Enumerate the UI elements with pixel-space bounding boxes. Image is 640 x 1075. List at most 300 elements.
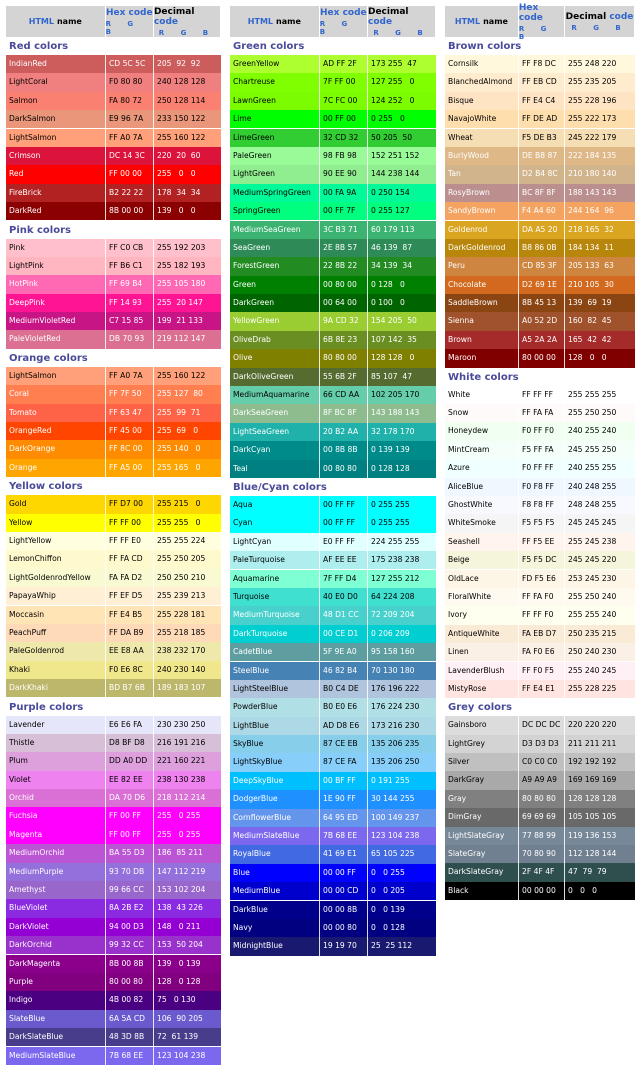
color-name-cell: DarkKhaki (6, 679, 106, 697)
color-row (445, 239, 635, 257)
color-row (445, 459, 635, 477)
hex-code-cell: F0 FF F0 (519, 422, 565, 440)
color-row (6, 863, 221, 881)
color-name-cell: OldLace (445, 570, 519, 588)
color-row (445, 73, 635, 91)
color-name-cell: Gainsboro (445, 716, 519, 734)
hex-code-cell: 6A 5A CD (106, 1010, 154, 1028)
hex-code-cell: 00 CE D1 (320, 625, 368, 643)
decimal-code-cell: 245 222 179 (568, 132, 617, 142)
column-header (6, 6, 221, 37)
hex-code-cell: 00 FF FF (320, 496, 368, 514)
color-row (6, 55, 221, 73)
color-name-cell: Snow (445, 404, 519, 422)
decimal-code-label (368, 7, 435, 27)
color-name-cell: MediumAquamarine (230, 386, 320, 404)
html-name-header (6, 6, 106, 37)
color-name-cell: BlanchedAlmond (445, 73, 519, 91)
decimal-code-cell: 123 104 238 (371, 831, 420, 841)
color-row (445, 110, 635, 128)
decimal-code-cell: 255 239 213 (157, 591, 206, 601)
hex-code-cell: 00 FF 00 (320, 110, 368, 128)
hex-code-cell: F8 F8 FF (519, 496, 565, 514)
color-row (6, 587, 221, 605)
decimal-code-cell: 135 206 235 (371, 739, 420, 749)
color-row (445, 147, 635, 165)
decimal-code-cell: 173 255 47 (371, 59, 417, 68)
hex-code-cell: F5 DE B3 (519, 129, 565, 147)
decimal-code-cell: 210 180 140 (568, 169, 617, 179)
hex-code-cell: 7C FC 00 (320, 92, 368, 110)
color-name-cell: Linen (445, 643, 519, 661)
hex-code-cell: FA FA D2 (106, 569, 154, 587)
hex-code-cell: 80 80 00 (320, 349, 368, 367)
color-name-cell: Teal (230, 460, 320, 478)
color-row (230, 919, 436, 937)
color-row (6, 642, 221, 660)
color-row (445, 276, 635, 294)
color-name-cell: Wheat (445, 129, 519, 147)
color-name-cell: Amethyst (6, 881, 106, 899)
decimal-code-cell: 135 206 250 (371, 757, 420, 767)
decimal-code-cell: 32 178 170 (371, 426, 415, 436)
hex-code-cell: B0 E0 E6 (320, 698, 368, 716)
hex-code-cell: FF 63 47 (106, 404, 154, 422)
decimal-code-cell: 147 112 219 (157, 866, 206, 876)
hex-code-cell: 00 00 CD (320, 882, 368, 900)
hex-code-cell: 00 00 80 (320, 919, 368, 937)
color-row (230, 294, 436, 312)
color-row (230, 882, 436, 900)
color-name-cell: LightSalmon (6, 129, 106, 147)
decimal-code-cell: 50 205 50 (371, 132, 413, 142)
color-row (230, 331, 436, 349)
color-row (6, 294, 221, 312)
color-row (6, 826, 221, 844)
hex-code-cell: 87 CE EB (320, 735, 368, 753)
hex-code-cell: FF F5 EE (519, 533, 565, 551)
color-name-cell: MediumVioletRed (6, 312, 106, 330)
decimal-code-cell: 250 240 230 (568, 647, 617, 657)
color-row (6, 716, 221, 734)
color-name-cell: DarkSeaGreen (230, 404, 320, 422)
color-row (445, 863, 635, 881)
color-name-cell: PapayaWhip (6, 587, 106, 605)
color-row (230, 662, 436, 680)
decimal-code-cell: 255 0 255 (157, 829, 201, 839)
color-row (445, 441, 635, 459)
hex-code-cell: FF FF F0 (519, 606, 565, 624)
color-name-cell: LightSalmon (6, 367, 106, 385)
hex-code-cell: FF 14 93 (106, 294, 154, 312)
color-name-cell: MintCream (445, 441, 519, 459)
hex-code-cell: BA 55 D3 (106, 844, 154, 862)
color-name-cell: SteelBlue (230, 662, 320, 680)
decimal-code-cell: 128 128 128 (568, 793, 617, 803)
decimal-code-label (566, 12, 634, 22)
color-table-column-1 (6, 6, 221, 1065)
decimal-code-cell: 127 255 0 (371, 77, 415, 87)
hex-code-cell: 00 80 00 (320, 276, 368, 294)
color-row (445, 533, 635, 551)
decimal-code-cell: 255 105 180 (157, 279, 206, 289)
hex-code-cell: 32 CD 32 (320, 129, 368, 147)
decimal-code-cell: 255 250 205 (157, 554, 206, 564)
color-row (445, 496, 635, 514)
color-row (230, 386, 436, 404)
hex-code-cell: FA 80 72 (106, 92, 154, 110)
color-name-cell: LightGoldenrodYellow (6, 569, 106, 587)
color-row (445, 588, 635, 606)
color-row (445, 312, 635, 330)
decimal-code-cell: 255 228 181 (157, 609, 206, 619)
color-name-cell: LemonChiffon (6, 550, 106, 568)
decimal-code-cell: 124 252 0 (371, 95, 415, 105)
color-name-cell: BlueViolet (6, 899, 106, 917)
color-name-cell: LimeGreen (230, 129, 320, 147)
color-row (230, 110, 436, 128)
hex-rgb-label: R G B (319, 19, 355, 36)
decimal-code-cell: 240 128 128 (157, 77, 206, 87)
html-name-header (445, 6, 519, 37)
color-row (230, 533, 436, 551)
decimal-code-cell: 148 0 211 (157, 921, 201, 931)
hex-code-cell: 20 B2 AA (320, 423, 368, 441)
decimal-code-cell: 25 25 112 (371, 941, 413, 951)
color-row (6, 440, 221, 458)
color-name-cell: LightSkyBlue (230, 753, 320, 771)
decimal-code-cell: 128 0 128 (157, 976, 201, 986)
color-row (230, 514, 436, 532)
color-row (6, 624, 221, 642)
decimal-code-cell: 72 209 204 (371, 610, 415, 620)
color-row (445, 478, 635, 496)
color-row (230, 496, 436, 514)
color-row (445, 735, 635, 753)
color-row (445, 753, 635, 771)
decimal-code-cell: 0 255 127 (371, 206, 410, 216)
decimal-code-cell: 0 0 0 (568, 885, 597, 895)
color-name-cell: Purple (6, 973, 106, 991)
decimal-code-cell: 240 230 140 (157, 664, 206, 674)
color-name-cell: DarkMagenta (6, 955, 106, 973)
decimal-code-cell: 100 149 237 (371, 812, 420, 822)
color-name-cell: Lavender (6, 716, 106, 734)
color-name-cell: MediumSeaGreen (230, 221, 320, 239)
hex-code-cell: 00 00 8B (320, 901, 368, 919)
decimal-code-cell: 0 0 128 (371, 922, 405, 932)
color-row (445, 165, 635, 183)
hex-code-cell: 8F BC 8F (320, 404, 368, 422)
color-row (445, 221, 635, 239)
color-row (6, 147, 221, 165)
color-row (445, 349, 635, 367)
decimal-code-cell: 176 196 222 (371, 683, 420, 693)
color-row (445, 331, 635, 349)
color-name-cell: GhostWhite (445, 496, 519, 514)
color-row (6, 918, 221, 936)
color-row (6, 991, 221, 1009)
color-name-cell: Tomato (6, 404, 106, 422)
hex-code-cell: C7 15 85 (106, 312, 154, 330)
color-row (6, 973, 221, 991)
color-row (6, 514, 221, 532)
decimal-code-cell: 64 224 208 (371, 591, 415, 601)
hex-code-cell: D8 BF D8 (106, 734, 154, 752)
decimal-code-cell: 221 160 221 (157, 756, 206, 766)
hex-code-cell: 2F 4F 4F (519, 863, 565, 881)
decimal-code-cell: 192 192 192 (568, 757, 617, 767)
color-row (6, 734, 221, 752)
html-name-header (230, 6, 320, 37)
hex-code-cell: FF 00 FF (106, 826, 154, 844)
decimal-code-cell: 0 0 205 (371, 886, 405, 896)
decimal-code-cell: 138 43 226 (157, 903, 203, 913)
hex-code-cell: FF 00 FF (106, 807, 154, 825)
color-row (6, 312, 221, 330)
decimal-code-cell: 154 205 50 (371, 316, 417, 326)
decimal-code-cell: 255 222 173 (568, 114, 617, 124)
decimal-code-cell: 152 251 152 (371, 150, 420, 160)
color-name-cell: DarkGray (445, 771, 519, 789)
color-name-cell: NavajoWhite (445, 110, 519, 128)
decimal-code-cell: 245 245 220 (568, 555, 617, 565)
decimal-code-cell: 188 143 143 (568, 187, 617, 197)
hex-code-cell: 99 32 CC (106, 936, 154, 954)
color-row (445, 771, 635, 789)
decimal-code-cell: 255 127 80 (157, 389, 203, 399)
hex-code-header (106, 6, 154, 37)
color-row (230, 368, 436, 386)
hex-code-cell: 00 FF 7F (320, 202, 368, 220)
color-name-cell: LightCyan (230, 533, 320, 551)
decimal-code-cell: 153 50 204 (157, 940, 203, 950)
color-row (230, 625, 436, 643)
color-row (6, 899, 221, 917)
decimal-code-cell: 255 192 203 (157, 242, 206, 252)
decimal-code-cell: 205 92 92 (157, 59, 201, 68)
color-name-cell: Violet (6, 771, 106, 789)
hex-code-cell: FF DE AD (519, 110, 565, 128)
hex-code-cell: FF EB CD (519, 73, 565, 91)
color-row (445, 551, 635, 569)
decimal-code-cell: 127 255 212 (371, 573, 420, 583)
color-row (445, 257, 635, 275)
color-name-cell: DimGray (445, 808, 519, 826)
decimal-code-cell: 255 20 147 (157, 297, 203, 307)
decimal-code-cell: 105 105 105 (568, 812, 617, 822)
color-row (6, 422, 221, 440)
color-row (230, 73, 436, 91)
hex-code-cell: F4 A4 60 (519, 202, 565, 220)
color-row (6, 202, 221, 220)
color-row (230, 349, 436, 367)
decimal-code-cell: 128 128 0 (371, 353, 415, 363)
decimal-code-cell: 224 255 255 (371, 536, 420, 546)
color-name-cell: Black (445, 882, 519, 900)
color-name-cell: AliceBlue (445, 478, 519, 496)
color-name-cell: PaleTurquoise (230, 551, 320, 569)
color-row (445, 790, 635, 808)
decimal-label-decimal: Decimal (367, 6, 409, 17)
color-name-cell: Khaki (6, 661, 106, 679)
decimal-code-cell: 255 228 225 (568, 683, 617, 693)
color-name-cell: Bisque (445, 92, 519, 110)
color-row (6, 844, 221, 862)
color-row (230, 790, 436, 808)
section-title: White colors (445, 368, 635, 386)
decimal-code-cell: 220 20 60 (157, 150, 201, 160)
decimal-code-cell: 184 134 11 (568, 242, 614, 252)
decimal-code-label (154, 7, 220, 27)
color-row (6, 367, 221, 385)
color-name-cell: MediumPurple (6, 863, 106, 881)
color-name-cell: DarkTurquoise (230, 625, 320, 643)
hex-code-cell: 7F FF 00 (320, 73, 368, 91)
color-row (230, 165, 436, 183)
color-row (445, 129, 635, 147)
color-name-cell: LightSeaGreen (230, 423, 320, 441)
hex-code-cell: 22 8B 22 (320, 257, 368, 275)
color-name-cell: IndianRed (6, 55, 106, 73)
decimal-code-cell: 255 160 122 (157, 132, 206, 142)
section-title: Blue/Cyan colors (230, 478, 436, 496)
hex-code-cell: FA F0 E6 (519, 643, 565, 661)
color-name-cell: MediumBlue (230, 882, 320, 900)
color-name-cell: Olive (230, 349, 320, 367)
color-row (445, 827, 635, 845)
decimal-label-decimal: Decimal (565, 11, 607, 22)
color-row (230, 901, 436, 919)
decimal-code-cell: 244 164 96 (568, 206, 614, 216)
decimal-code-cell: 0 206 209 (371, 628, 410, 638)
decimal-code-cell: 255 165 0 (157, 462, 201, 472)
color-row (230, 276, 436, 294)
hex-code-cell: FA EB D7 (519, 625, 565, 643)
color-name-cell: Magenta (6, 826, 106, 844)
color-row (230, 423, 436, 441)
hex-code-cell: 41 69 E1 (320, 845, 368, 863)
hex-code-cell: 69 69 69 (519, 808, 565, 826)
hex-code-cell: 8B 00 00 (106, 202, 154, 220)
hex-code-header (518, 2, 565, 41)
decimal-code-cell: 0 0 255 (371, 867, 405, 877)
decimal-code-cell: 255 0 255 (157, 811, 201, 821)
hex-code-cell: FF A5 00 (106, 459, 154, 477)
color-row (230, 239, 436, 257)
color-row (445, 680, 635, 698)
color-name-cell: MediumOrchid (6, 844, 106, 862)
decimal-code-cell: 95 158 160 (371, 647, 415, 657)
decimal-code-header (565, 6, 635, 37)
html-name-label-name: name (56, 17, 82, 26)
color-name-cell: PaleGoldenrod (6, 642, 106, 660)
decimal-code-cell: 0 255 255 (371, 499, 410, 509)
decimal-rgb-label: R G B (158, 28, 216, 37)
decimal-code-cell: 255 215 0 (157, 499, 201, 509)
decimal-code-cell: 46 139 87 (371, 242, 413, 252)
hex-code-cell: FF FF E0 (106, 532, 154, 550)
color-name-cell: Peru (445, 257, 519, 275)
decimal-code-cell: 211 211 211 (568, 738, 617, 748)
color-name-cell: Azure (445, 459, 519, 477)
hex-code-cell: FF E4 B5 (106, 606, 154, 624)
color-name-cell: SlateGray (445, 845, 519, 863)
decimal-code-cell: 248 248 255 (568, 499, 617, 509)
hex-code-cell: BC 8F 8F (519, 184, 565, 202)
color-row (6, 495, 221, 513)
decimal-code-cell: 112 128 144 (568, 849, 617, 859)
color-name-cell: FloralWhite (445, 588, 519, 606)
color-row (6, 789, 221, 807)
decimal-code-cell: 218 165 32 (568, 224, 614, 234)
color-row (230, 404, 436, 422)
hex-code-cell: E9 96 7A (106, 110, 154, 128)
hex-code-cell: 00 FF FF (320, 514, 368, 532)
html-name-label-name: name (276, 17, 301, 26)
color-name-cell: Honeydew (445, 422, 519, 440)
hex-code-cell: E6 E6 FA (106, 716, 154, 734)
color-name-cell: Red (6, 165, 106, 183)
hex-code-cell: 9A CD 32 (320, 312, 368, 330)
color-row (6, 679, 221, 697)
color-name-cell: RosyBrown (445, 184, 519, 202)
color-name-cell: MediumSpringGreen (230, 184, 320, 202)
hex-code-cell: 00 64 00 (320, 294, 368, 312)
hex-code-cell: D3 D3 D3 (519, 735, 565, 753)
hex-code-cell: DC 14 3C (106, 147, 154, 165)
section-title: Brown colors (445, 37, 635, 55)
hex-code-header (320, 6, 368, 37)
hex-code-cell: FF F0 F5 (519, 662, 565, 680)
color-row (6, 661, 221, 679)
color-row (230, 312, 436, 330)
decimal-code-cell: 139 0 0 (157, 206, 196, 216)
hex-code-cell: FF A0 7A (106, 367, 154, 385)
hex-code-cell: 70 80 90 (519, 845, 565, 863)
decimal-code-cell: 139 0 139 (157, 958, 201, 968)
hex-code-cell: 98 FB 98 (320, 147, 368, 165)
decimal-code-cell: 240 255 240 (568, 426, 617, 436)
color-name-cell: WhiteSmoke (445, 514, 519, 532)
color-name-cell: LavenderBlush (445, 662, 519, 680)
hex-code-cell: 00 80 80 (320, 460, 368, 478)
html-name-label-html: HTML (28, 17, 54, 26)
decimal-code-cell: 119 136 153 (568, 830, 617, 840)
hex-code-cell: F0 F8 FF (519, 478, 565, 496)
color-row (6, 459, 221, 477)
hex-code-cell: 99 66 CC (106, 881, 154, 899)
color-name-cell: DeepSkyBlue (230, 772, 320, 790)
color-name-cell: YellowGreen (230, 312, 320, 330)
decimal-code-cell: 240 255 255 (568, 463, 617, 473)
hex-code-cell: 1E 90 FF (320, 790, 368, 808)
decimal-code-cell: 255 182 193 (157, 260, 206, 270)
color-row (230, 588, 436, 606)
decimal-code-cell: 189 183 107 (157, 683, 206, 693)
color-name-cell: DarkOrchid (6, 936, 106, 954)
color-name-cell: Crimson (6, 147, 106, 165)
decimal-code-cell: 250 235 215 (568, 628, 617, 638)
hex-code-cell: 2E 8B 57 (320, 239, 368, 257)
color-row (230, 643, 436, 661)
color-name-cell: Cyan (230, 514, 320, 532)
hex-code-cell: 94 00 D3 (106, 918, 154, 936)
hex-code-cell: 87 CE FA (320, 753, 368, 771)
color-row (445, 716, 635, 734)
color-row (445, 55, 635, 73)
color-row (445, 514, 635, 532)
